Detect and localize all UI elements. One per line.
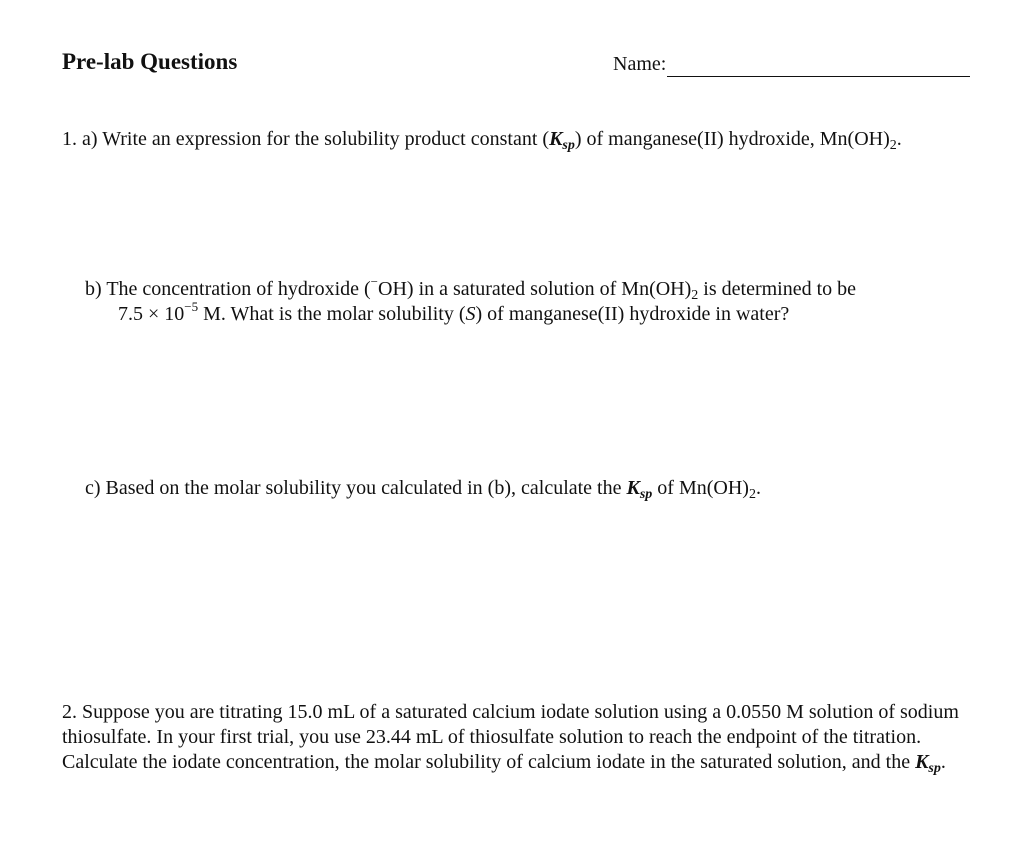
- formula-subscript: 2: [889, 138, 897, 153]
- page-title: Pre-lab Questions: [62, 49, 238, 74]
- name-label: Name:: [613, 53, 667, 75]
- ksp-symbol: $K_{sp}$: [626, 477, 653, 502]
- question-1c-label: c): [85, 477, 101, 499]
- question-1b: b) The concentration of hydroxide (−OH) in a saturated solution of $Mn(OH)_2$ is determined to be $7.5 \times 10^{-5}$ M. What is the molar solubility (S) of manganese(II) hydroxide in water?: [85, 274, 857, 325]
- question-1-number: 1.: [62, 128, 77, 150]
- question-1a-label: a): [82, 128, 98, 150]
- question-2-number: 2.: [62, 701, 77, 723]
- formula-subscript: 2: [748, 487, 756, 502]
- name-blank-line: [667, 56, 970, 77]
- ion-charge-superscript: −: [370, 274, 379, 289]
- ksp-symbol: $K_{sp}$: [549, 128, 575, 153]
- question-1a-text-before: Write an expression for the solubility product constant (: [102, 128, 550, 150]
- question-2: 2. Suppose you are titrating 15.0 mL of a saturated calcium iodate solution using a 0.0550 M solution of sodium thiosulfate. In your first trial, you use 23.44 mL of thiosulfate solution to reach the endpoint of the titration. Calculate the iodate concentration, the molar solubility of calcium iodate in the saturated solution, and the $K_{sp}$.: [62, 701, 959, 776]
- question-1a-text-after: ) of manganese(II) hydroxide, Mn(OH): [574, 128, 890, 150]
- exponent-superscript: −5: [184, 299, 199, 314]
- formula-subscript: 2: [691, 288, 699, 303]
- solubility-symbol: S: [465, 303, 476, 325]
- question-1b-label: b): [85, 278, 102, 300]
- name-field: [613, 51, 970, 77]
- question-1c: c) Based on the molar solubility you calculated in (b), calculate the $K_{sp}$ of $Mn(OH)_2$.: [85, 477, 761, 502]
- hydroxide-concentration: 7.5 × 10: [118, 303, 185, 325]
- question-1a: 1. a) Write an expression for the solubility product constant $(K_{sp})$ of manganese(II) hydroxide, $Mn(OH)_2$.: [62, 128, 902, 153]
- question-2-text: Suppose you are titrating 15.0 mL of a saturated calcium iodate solution using a 0.0550 M solution of sodium thiosulfate. In your first trial, you use 23.44 mL of thiosulfate solution to reach the endpoint of the titration. Calculate the iodate concentration, the molar solubility of calcium iodate in the saturated solution, and the: [62, 701, 959, 773]
- ksp-symbol: $K_{sp}$: [915, 751, 941, 776]
